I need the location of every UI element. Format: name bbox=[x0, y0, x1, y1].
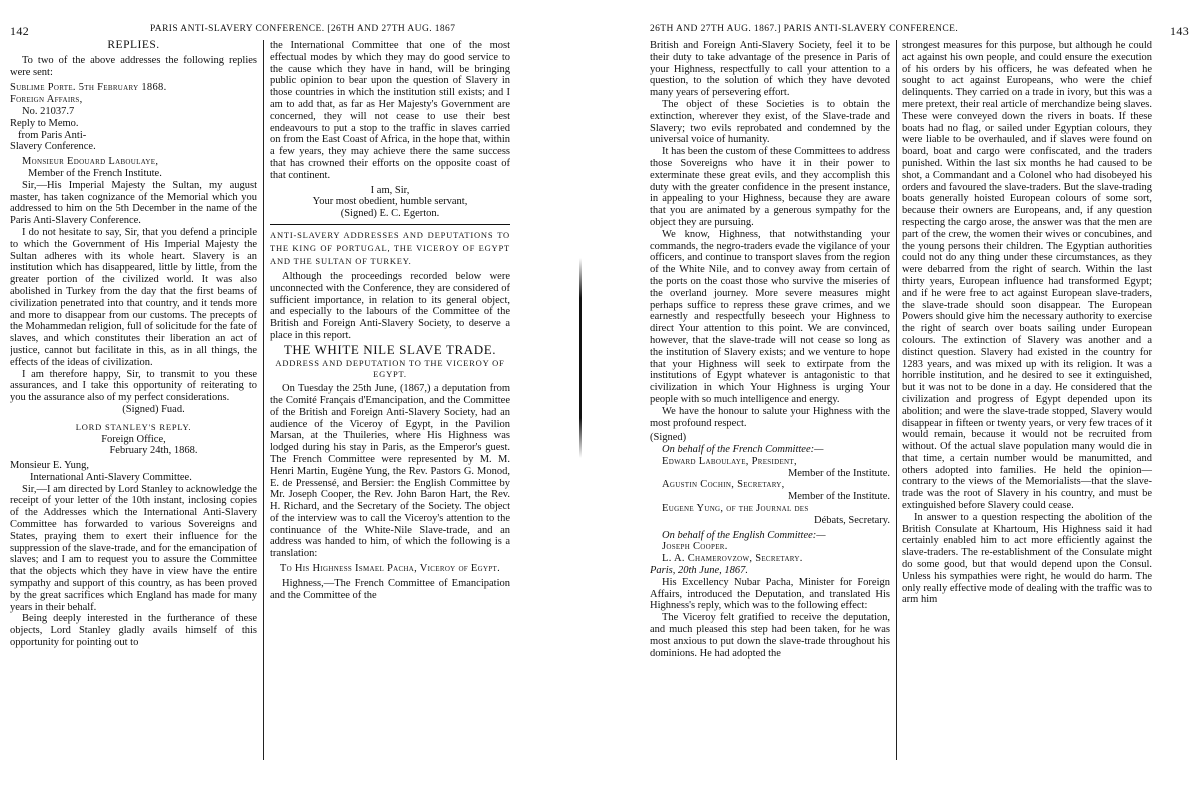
porte-line: Slavery Conference. bbox=[10, 141, 96, 153]
addressee-line: Monsieur Edouard Laboulaye, bbox=[22, 156, 159, 168]
nile-title: THE WHITE NILE SLAVE TRADE. bbox=[283, 341, 497, 357]
paragraph: the International Committee that one of the most effectual modes by which they may do good service to the cause which they have in hand, will be bringing public opinion to bear upon the question of Slavery in those countries in which the institution still exists; and I am to add that, as far as Her Majesty's Government are concerned, they will not cease to use their best endeavours to put a stop to the traffic in slaves carried on from the East Coast of Africa, in the hope that, within a few years, they may achieve there the same success that has crowned their efforts on the opposite coast of that continent. bbox=[270, 40, 510, 181]
closing: I am, Sir, bbox=[370, 184, 410, 196]
signatory: Eugene Yung, of the Journal des bbox=[662, 503, 809, 515]
paragraph: I am therefore happy, Sir, to transmit to you these assurances, and I take this opportunity of reiterating to you the assurance also of my perfect considerations. bbox=[10, 368, 257, 404]
stanley-heading: LORD STANLEY'S REPLY. bbox=[75, 421, 192, 432]
paragraph: The object of these Societies is to obtain the extinction, wherever they exist, of the Slave-trade and Slavery; two evils reprobated and condemned by the universal voice of humanity. bbox=[650, 98, 890, 146]
paragraph: His Excellency Nubar Pacha, Minister for Foreign Affairs, introduced the Deputation, and translated His Highness's reply, which was to the following effect: bbox=[650, 576, 890, 612]
stanley-date: February 24th, 1868. bbox=[109, 445, 198, 457]
stanley-place: Foreign Office, bbox=[101, 433, 166, 445]
signatory: Member of the Institute. bbox=[787, 467, 890, 479]
closing: Your most obedient, humble servant, bbox=[312, 196, 468, 208]
right-running-head: 26TH AND 27TH AUG. 1867.] PARIS ANTI-SLAVERY CONFERENCE. bbox=[650, 24, 959, 34]
paragraph: We have the honour to salute your Highness with the most profound respect. bbox=[650, 405, 890, 429]
right-column-1 bbox=[650, 40, 890, 785]
signature: (Signed) E. C. Egerton. bbox=[340, 208, 440, 220]
book-gutter bbox=[590, 0, 610, 793]
signatory: Débats, Secretary. bbox=[814, 514, 890, 526]
section-heading: ANTI-SLAVERY ADDRESSES AND DEPUTATIONS TO THE KING OF PORTUGAL, THE VICEROY OF EGYPT AND THE SULTAN OF TURKEY. bbox=[270, 229, 510, 266]
left-running-head: PARIS ANTI-SLAVERY CONFERENCE. [26TH AND 27TH AUG. 1867 bbox=[150, 24, 456, 34]
addressee-line: Monsieur E. Yung, bbox=[10, 460, 89, 472]
behalf-english: On behalf of the English Committee:— bbox=[662, 529, 826, 541]
paragraph: British and Foreign Anti-Slavery Society, feel it to be their duty to take advantage of the presence in Paris of your Highness, respectfully to call your attention to a question, to the solution of which they have devoted many years of persevering effort. bbox=[650, 40, 890, 99]
signatory: L. A. Chamerovzow, Secretary. bbox=[662, 553, 803, 565]
right-column-2 bbox=[902, 40, 1152, 785]
column-divider bbox=[263, 40, 264, 760]
paragraph: Sir,—His Imperial Majesty the Sultan, my august master, has taken cognizance of the Memorial which you addressed to him on the 5th December in the name of the Paris Anti-Slavery Conference. bbox=[10, 179, 257, 227]
addressee-line: Member of the French Institute. bbox=[28, 167, 162, 179]
address-heading: To His Highness Ismael Pacha, Viceroy of Egypt. bbox=[279, 563, 501, 575]
replies-intro: To two of the above addresses the following replies were sent: bbox=[10, 54, 257, 78]
paragraph: Being deeply interested in the furtherance of these objects, Lord Stanley gladly avails himself of this opportunity for pointing out to bbox=[10, 613, 257, 649]
left-page bbox=[0, 0, 590, 793]
paragraph: On Tuesday the 25th June, (1867,) a deputation from the Comité Français d'Emancipation, and the Committee of the British and Foreign Anti-Slavery Society, had an audience of the Viceroy of Egypt, in the Pavilion Marsan, at the Thuileries, where His Highness was lodged during his stay in Paris, as the Emperor's guest. The French Committee were represented by M. M. Henri Martin, Eugène Yung, the Rev. Pastors G. Monod, E. de Pressensé, and Bersier: the English Committee by Mr. Joseph Cooper, the Rev. John Baron Hart, the Rev. H. Richard, and the Secretary of the Society. The object of the interview was to call the Viceroy's attention to the continuance of the White-Nile Slave-trade, and an address was handed to him, of which the following is a translation: bbox=[270, 383, 510, 560]
signed-label: (Signed) bbox=[650, 432, 687, 444]
paragraph: strongest measures for this purpose, but although he could act against his own people, and could ensure the execution of his orders by his officers, he was defeated when he sought to act against Europeans, who were the chief delinquents. They carried on a trade in ivory, but this was a mere pretext, their real article of merchandize being slaves. These were conveyed down the rivers in boats. If these boats had no flag, or sailed under Egyptian colours, they were liable to be overhauled, and if slaves were found on board, boat and cargo were confiscated, and the traders punished. Within the last six months he had caused to be shot, a Commandant and a Colonel who had disobeyed his orders and favoured the slave-traders. But the slave-trading boats generally hoisted European colours of some sort, because their owners are Europeans, and, if any question respecting the cargo arose, the answer was that the men are part of the crew, the women their wives or concubines, and the young persons their children. The Egyptian authorities could not do any thing under these circumstances, as they were debarred from the right of search. Within the last thirty years, European influence had transformed Egypt; and if he were free to act against European slave-traders, the slave-trade should soon disappear. The European Powers should give him the necessary authority to exercise the right of search over boats sailing under European colours. The extinction of Slavery was another and a distinct question. Slavery had existed in the country for 1283 years, and was mixed up with its religion. It was a horrible institution, and he desired to see it extinguished, but it was not to be done in a day. He considered that the civilization and progress of Egypt depended upon its abolition; and were the slave-trade stopped, Slavery would disappear in fifteen or twenty years, or very few traces of it would remain, because it would not be recruited from without. Of the actual slave population many would die in that time, a certain number would be manumitted, and others adopted into families. He held the opinion—contrary to the views of the Memorialists—that the slave-trade was the root of Slavery in his country, and must be extinguished before Slavery could cease. bbox=[902, 40, 1152, 512]
right-page bbox=[610, 0, 1200, 793]
paragraph: We know, Highness, that notwithstanding your commands, the negro-traders evade the vigilance of your officers, and continue to transport slaves from the region of the White Nile, and to convey away from certain of the ports on the coast those who survive the miseries of the overland journey. More severe measures might perhaps suffice to repress these grave crimes, and we earnestly and respectfully beseech your Highness to direct Your attention to this point. We are convinced, however, that the slave-trade will not cease so long as the institution of Slavery exists; and we venture to hope that your Highness will seek to extirpate from the institutions of Egypt whatever is antagonistic to that civilization in which Your Highness is urging Your people with so much intelligence and energy. bbox=[650, 228, 890, 405]
signature: (Signed) Fuad. bbox=[122, 403, 185, 415]
addressee-line: International Anti-Slavery Committee. bbox=[30, 471, 192, 483]
column-divider bbox=[896, 40, 897, 760]
signatory: Agustin Cochin, Secretary, bbox=[662, 479, 785, 491]
left-column-1 bbox=[10, 40, 257, 785]
dateline: Paris, 20th June, 1867. bbox=[650, 565, 748, 577]
left-column-2 bbox=[270, 40, 510, 785]
porte-line: Foreign Affairs, bbox=[10, 94, 83, 106]
replies-heading: REPLIES. bbox=[107, 40, 160, 51]
paragraph: Sir,—I am directed by Lord Stanley to acknowledge the receipt of your letter of the 10th instant, inclosing copies of the Addresses which the International Anti-Slavery Committee has forwarded to various Sovereigns and States, praying them to exert their influence for the suppression of the slave-trade, and for the emancipation of slaves; and I am to request you to assure the Committee that the objects which they have in view have the entire sympathy and support of this country, as has been proved by the great sacrifices which England has made for many years in their behalf. bbox=[10, 483, 257, 613]
paragraph: The Viceroy felt gratified to receive the deputation, and much pleased this step had been taken, for he was most anxious to put down the slave-trade throughout his dominions. He had adopted the bbox=[650, 612, 890, 659]
porte-line: from Paris Anti- bbox=[18, 129, 87, 141]
left-page-number: 142 bbox=[10, 24, 30, 38]
paragraph: Highness,—The French Committee of Emancipation and the Committee of the bbox=[270, 577, 510, 601]
paragraph: I do not hesitate to say, Sir, that you defend a principle to which the Government of His Imperial Majesty the Sultan adheres with its whole heart. Slavery is an institution which has disappeared, little by little, from the greater portion of the civilized world. It was also abolished in Turkey from the day that the first beams of civilization penetrated into that country, and it tends more and more to disappear from our customs. The precepts of the Mohammedan religion, full of solicitude for the fate of slaves, and which constitutes their liberation an act of justice, cannot but facilitate in this, as in all things, the effects of the ideas of civilization. bbox=[10, 226, 257, 368]
paragraph: In answer to a question respecting the abolition of the British Consulate at Khartoum, His Highness said it had certainly enabled him to act more efficiently against the slave-traders. The re-establishment of the Consulate might do some good, but that would depend upon the Consul. Unless his sympathies were right, he would do harm. The only really effective mode of dealing with the traffic was to arm him bbox=[902, 511, 1152, 606]
behalf-french: On behalf of the French Committee:— bbox=[662, 444, 824, 456]
right-page-number: 143 bbox=[1170, 24, 1190, 38]
porte-line: Sublime Porte. 5th February 1868. bbox=[10, 82, 167, 94]
porte-line: Reply to Memo. bbox=[10, 117, 79, 129]
signatory: Member of the Institute. bbox=[787, 491, 890, 503]
porte-line: No. 21037.7 bbox=[22, 105, 75, 117]
nile-subtitle: ADDRESS AND DEPUTATION TO THE VICEROY OF EGYPT. bbox=[275, 357, 505, 380]
gutter-shadow bbox=[579, 258, 582, 458]
section-rule bbox=[270, 224, 510, 225]
paragraph: It has been the custom of these Committees to address those Sovereigns who have it in their power to exterminate these great evils, and they accomplish this duty with the greater confidence in the present instance, in appealing to your Highness, because they are aware that you are animated by a generous sympathy for the object they are pursuing. bbox=[650, 146, 890, 228]
paragraph: Although the proceedings recorded below were unconnected with the Conference, they are considered of sufficient importance, in relation to its general object, and especially to the labours of the Committee of the British and Foreign Anti-Slavery Society, to deserve a place in this report. bbox=[270, 270, 510, 341]
signatory: Edward Laboulaye, President, bbox=[662, 455, 797, 467]
signatory: Joseph Cooper. bbox=[662, 541, 728, 553]
